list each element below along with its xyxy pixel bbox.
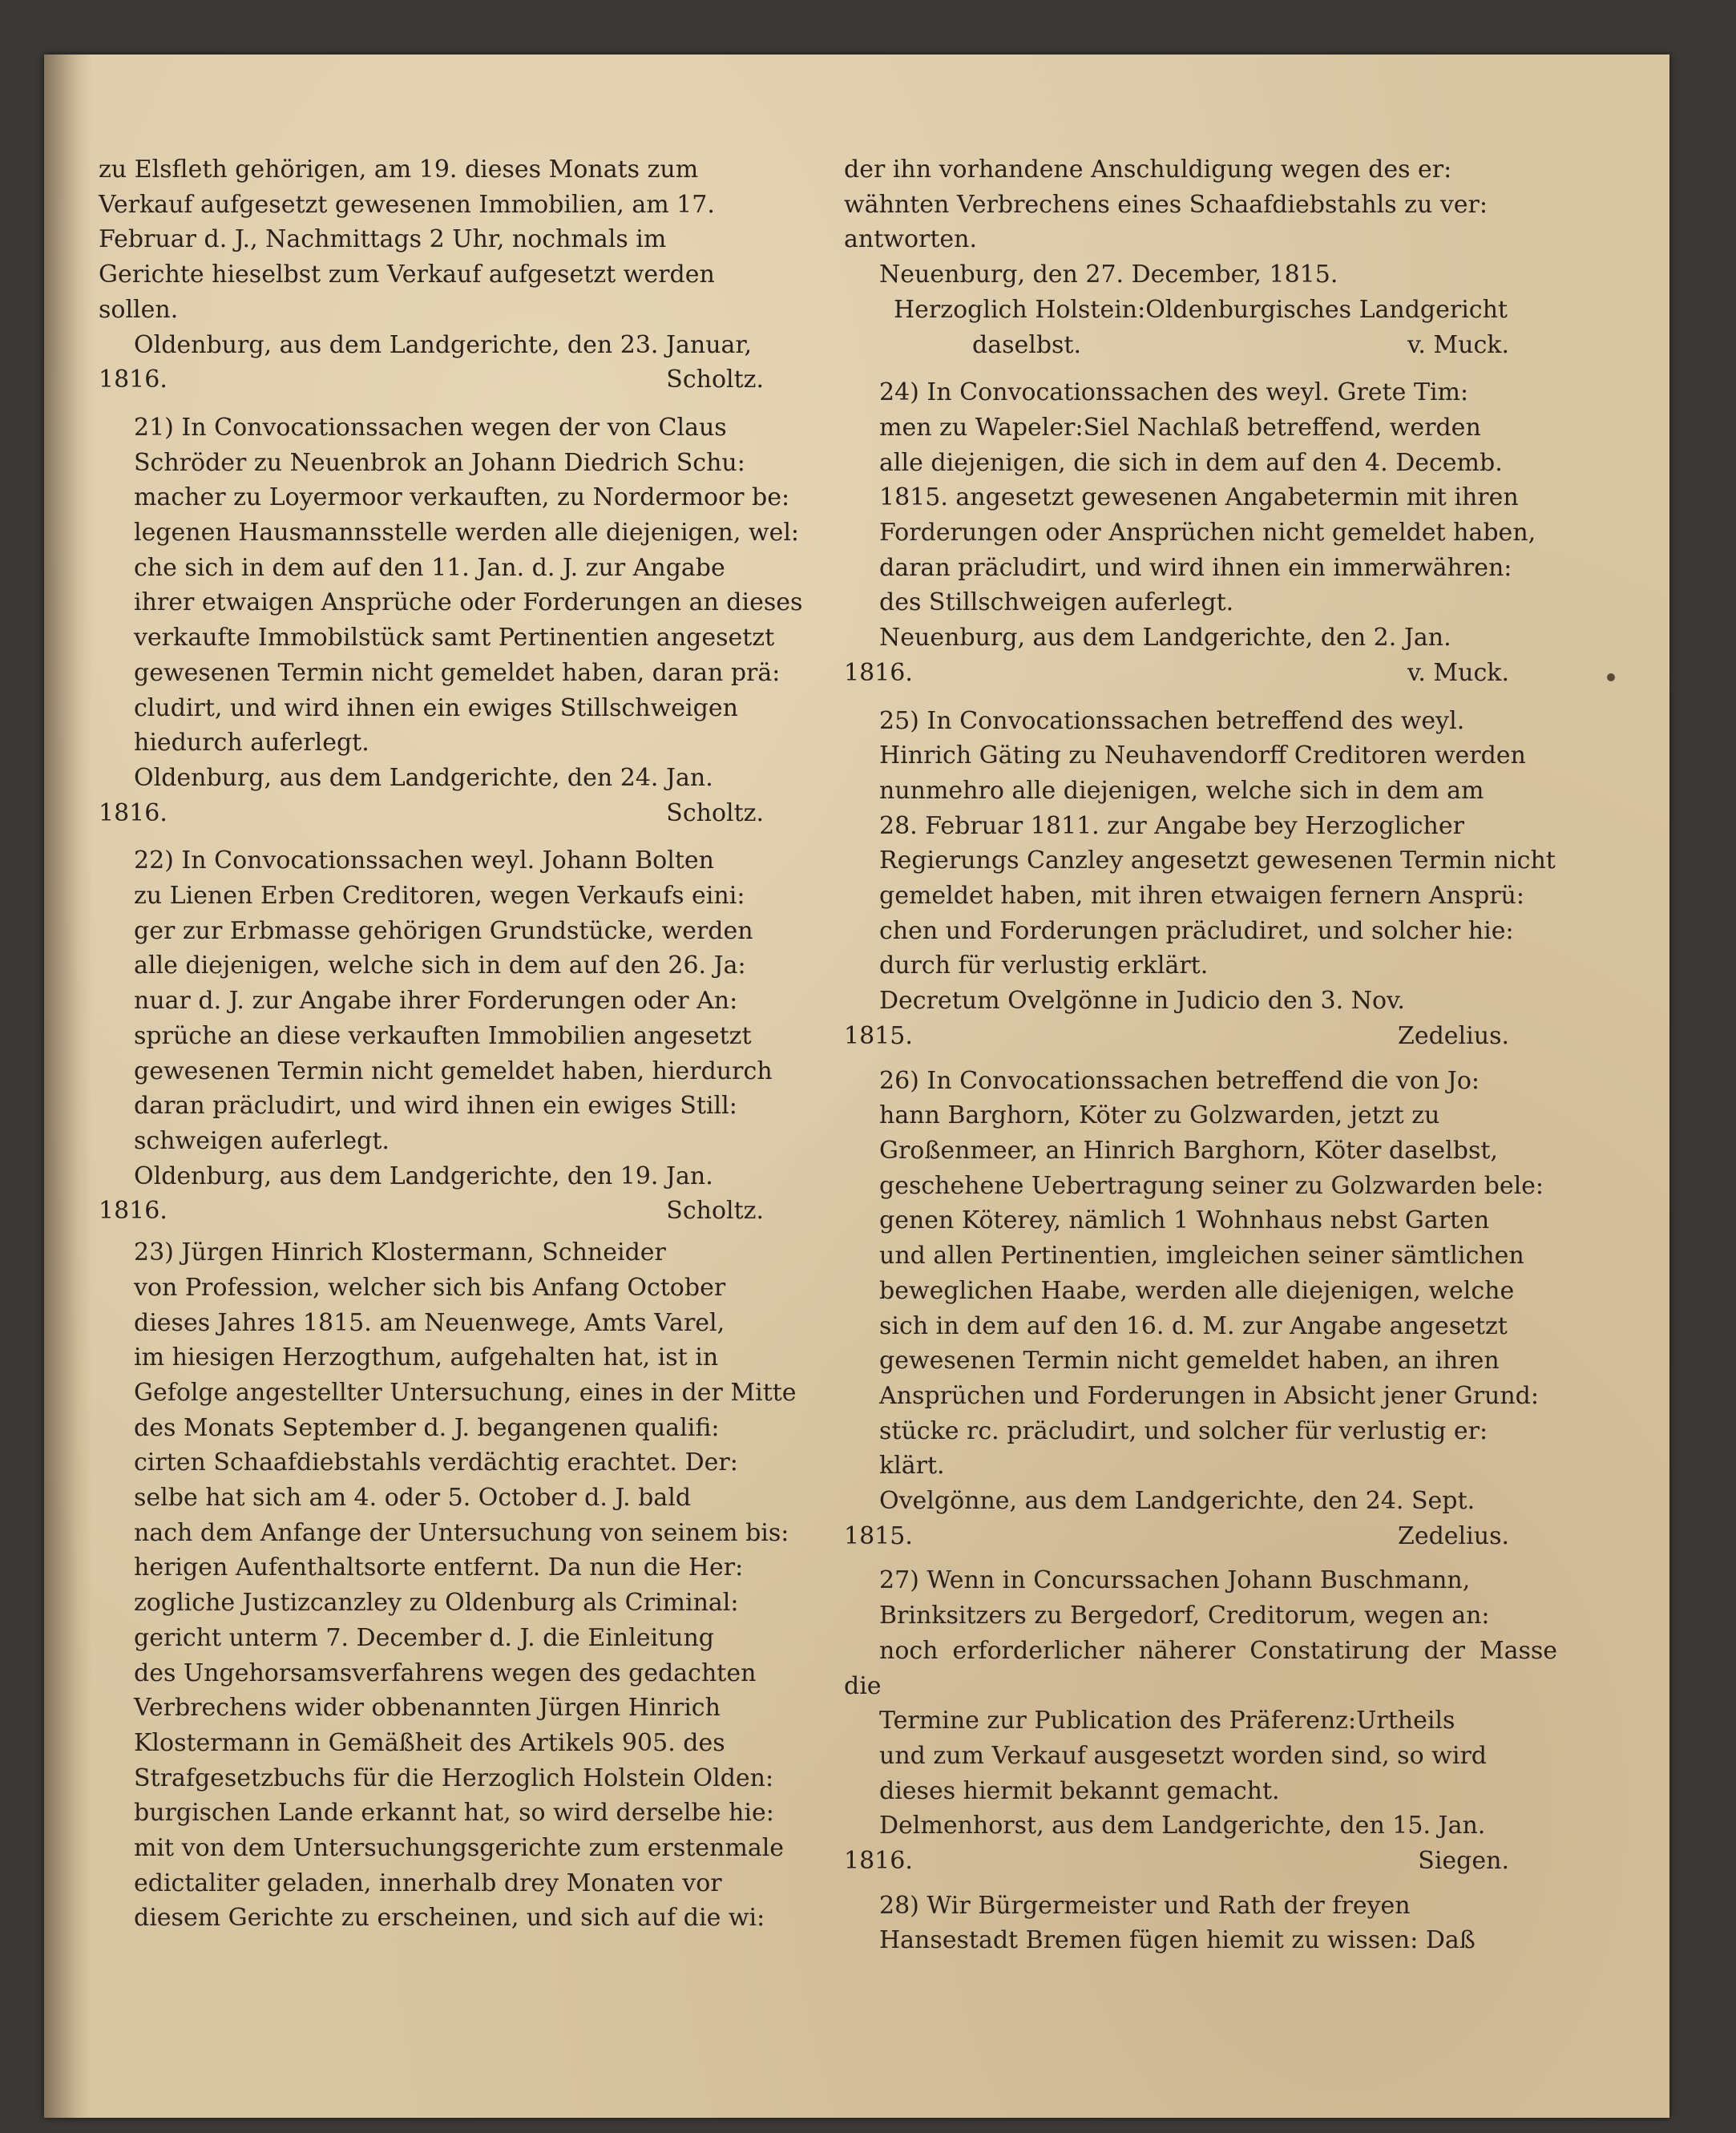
text-line: und zum Verkauf ausgesetzt worden sind, so wird xyxy=(879,1741,1487,1770)
text-line: daran präcludirt, und wird ihnen ein ewiges Still: xyxy=(134,1092,737,1121)
text-line: klärt. xyxy=(879,1452,945,1481)
text-line: selbe hat sich am 4. oder 5. October d. J. bald xyxy=(134,1484,692,1513)
text-line: edictaliter geladen, innerhalb drey Monaten vor xyxy=(134,1868,722,1897)
text-line: sollen. xyxy=(99,295,179,324)
notice-20-place-date: Oldenburg, aus dem Landgerichte, den 23. Januar, xyxy=(134,330,753,359)
text-line: dieses Jahres 1815. am Neuenwege, Amts Varel, xyxy=(134,1308,725,1337)
text-line: herigen Aufenthaltsorte entfernt. Da nun die Her: xyxy=(134,1553,744,1582)
notice-24-year: 1816. xyxy=(844,658,913,687)
notice-24 xyxy=(844,375,1557,620)
notice-24-signature-row xyxy=(844,656,1557,691)
text-line: 23) Jürgen Hinrich Klostermann, Schneider xyxy=(134,1238,666,1267)
notice-28 xyxy=(844,1889,1557,1958)
notice-25 xyxy=(844,704,1557,984)
notice-22-signature-row xyxy=(99,1194,812,1229)
text-line: stücke rc. präcludirt, und solcher für verlustig er: xyxy=(879,1416,1488,1445)
text-line: Gerichte hieselbst zum Verkauf aufgesetzt werden xyxy=(99,261,715,289)
text-line: Verkauf aufgesetzt gewesenen Immobilien, am 17. xyxy=(99,190,715,219)
text-line: 22) In Convocationssachen weyl. Johann Bolten xyxy=(134,846,714,875)
text-line: des Ungehorsamsverfahrens wegen des gedachten xyxy=(134,1658,757,1687)
text-line: sich in dem auf den 16. d. M. zur Angabe angesetzt xyxy=(879,1311,1508,1340)
text-line: 28) Wir Bürgermeister und Rath der freyen xyxy=(879,1891,1411,1920)
text-line: men zu Wapeler:Siel Nachlaß betreffend, werden xyxy=(879,413,1481,442)
notice-27-signature-row xyxy=(844,1844,1557,1879)
text-line: sprüche an diese verkauften Immobilien angesetzt xyxy=(134,1021,752,1050)
text-line: Regierungs Canzley angesetzt gewesenen Termin nicht xyxy=(879,846,1556,875)
notice-25-signature: Zedelius. xyxy=(1398,1021,1509,1050)
text-line: zu Elsfleth gehörigen, am 19. dieses Monats zum xyxy=(99,156,699,184)
text-line: hann Barghorn, Köter zu Golzwarden, jetzt zu xyxy=(879,1101,1440,1130)
text-line: des Stillschweigen auferlegt. xyxy=(879,588,1234,617)
page-binding-shadow xyxy=(44,55,92,2118)
text-line: gewesenen Termin nicht gemeldet haben, daran prä: xyxy=(134,658,781,687)
text-line: von Profession, welcher sich bis Anfang October xyxy=(134,1273,726,1302)
notice-26-place-date: Ovelgönne, aus dem Landgerichte, den 24. Sept. xyxy=(879,1487,1476,1516)
text-line: antworten. xyxy=(844,225,978,254)
text-line: gemeldet haben, mit ihren etwaigen fernern Ansprü: xyxy=(879,882,1524,911)
text-line: Brinksitzers zu Bergedorf, Creditorum, wegen an: xyxy=(879,1602,1490,1630)
notice-21-year: 1816. xyxy=(99,798,168,827)
ink-spot xyxy=(1607,673,1615,681)
text-line: diesem Gerichte zu erscheinen, und sich auf die wi: xyxy=(134,1904,765,1933)
notice-22-place-date: Oldenburg, aus dem Landgerichte, den 19. Jan. xyxy=(134,1161,713,1190)
notice-25-place-date: Decretum Ovelgönne in Judicio den 3. Nov. xyxy=(879,987,1405,1016)
text-line: 1815. angesetzt gewesenen Angabetermin mit ihren xyxy=(879,483,1519,512)
right-column xyxy=(844,152,1557,1958)
notice-27-year: 1816. xyxy=(844,1847,913,1876)
notice-22 xyxy=(99,843,812,1158)
notice-21-signature-row xyxy=(99,796,812,831)
text-line: gericht unterm 7. December d. J. die Einleitung xyxy=(134,1623,714,1652)
text-line: 25) In Convocationssachen betreffend des weyl. xyxy=(879,706,1465,735)
notice-25-signature-row xyxy=(844,1019,1557,1054)
text-line: ger zur Erbmasse gehörigen Grundstücke, werden xyxy=(134,916,753,945)
text-line: legenen Hausmannsstelle werden alle diejenigen, wel: xyxy=(134,519,800,547)
text-line: 26) In Convocationssachen betreffend die von Jo: xyxy=(879,1066,1480,1095)
text-line: Forderungen oder Ansprüchen nicht gemeldet haben, xyxy=(879,519,1536,547)
text-line: chen und Forderungen präcludiret, und solcher hie: xyxy=(879,916,1514,945)
text-line: mit von dem Untersuchungsgerichte zum erstenmale xyxy=(134,1834,785,1863)
text-line: Ansprüchen und Forderungen in Absicht jener Grund: xyxy=(879,1381,1539,1410)
text-line: Gefolge angestellter Untersuchung, eines in der Mitte xyxy=(134,1378,797,1407)
notice-20-continued xyxy=(99,152,812,328)
text-line: alle diejenigen, welche sich in dem auf den 26. Ja: xyxy=(134,951,746,980)
text-line: hiedurch auferlegt. xyxy=(134,729,369,757)
notice-23-court-place: daselbst. xyxy=(972,330,1082,359)
text-line: alle diejenigen, die sich in dem auf den 4. Decemb. xyxy=(879,448,1503,477)
text-line: Klostermann in Gemäßheit des Artikels 905. des xyxy=(134,1728,725,1757)
text-line: 28. Februar 1811. zur Angabe bey Herzoglicher xyxy=(879,811,1464,840)
text-line: der ihn vorhandene Anschuldigung wegen des er: xyxy=(844,156,1452,184)
newspaper-page xyxy=(44,55,1669,2118)
notice-25-year: 1815. xyxy=(844,1021,913,1050)
text-line: Hansestadt Bremen fügen hiemit zu wissen: Daß xyxy=(879,1926,1476,1955)
notice-26-year: 1815. xyxy=(844,1521,913,1550)
text-line: verkaufte Immobilstück samt Pertinentien angesetzt xyxy=(134,624,775,652)
notice-27-signature: Siegen. xyxy=(1418,1847,1509,1876)
text-line: nach dem Anfange der Untersuchung von seinem bis: xyxy=(134,1518,789,1547)
text-line: Hinrich Gäting zu Neuhavendorff Creditoren werden xyxy=(879,741,1526,770)
text-line: daran präcludirt, und wird ihnen ein immerwähren: xyxy=(879,553,1512,582)
notice-26 xyxy=(844,1064,1557,1484)
text-line: Februar d. J., Nachmittags 2 Uhr, nochmals im xyxy=(99,225,667,254)
notice-26-signature: Zedelius. xyxy=(1398,1521,1509,1550)
text-line: zogliche Justizcanzley zu Oldenburg als Criminal: xyxy=(134,1589,739,1618)
text-line: cludirt, und wird ihnen ein ewiges Stillschweigen xyxy=(134,693,738,722)
text-line: zu Lienen Erben Creditoren, wegen Verkaufs eini: xyxy=(134,882,745,911)
text-line: noch erforderlicher näherer Constatirung der Masse die xyxy=(844,1636,1557,1700)
notice-27 xyxy=(844,1563,1557,1808)
text-line: 24) In Convocationssachen des weyl. Grete Tim: xyxy=(879,378,1469,407)
notice-27-place-date: Delmenhorst, aus dem Landgerichte, den 15. Jan. xyxy=(879,1812,1486,1840)
notice-24-signature: v. Muck. xyxy=(1407,658,1509,687)
text-line: cirten Schaafdiebstahls verdächtig erachtet. Der: xyxy=(134,1448,738,1477)
text-line: 27) Wenn in Concurssachen Johann Buschmann, xyxy=(879,1566,1471,1595)
text-line: geschehene Uebertragung seiner zu Golzwarden bele: xyxy=(879,1171,1544,1200)
notice-26-signature-row xyxy=(844,1519,1557,1554)
notice-23-signature-row xyxy=(844,328,1557,363)
notice-23-place-date: Neuenburg, den 27. December, 1815. xyxy=(879,261,1338,289)
text-line: gewesenen Termin nicht gemeldet haben, hierdurch xyxy=(134,1056,773,1085)
text-line: Großenmeer, an Hinrich Barghorn, Köter daselbst, xyxy=(879,1136,1498,1165)
notice-23 xyxy=(99,1235,812,1936)
left-column xyxy=(99,152,812,1936)
text-line: des Monats September d. J. begangenen qualifi: xyxy=(134,1413,720,1442)
text-line: schweigen auferlegt. xyxy=(134,1126,390,1155)
text-line: che sich in dem auf den 11. Jan. d. J. zur Angabe xyxy=(134,553,725,582)
notice-21-place-date: Oldenburg, aus dem Landgerichte, den 24. Jan. xyxy=(134,763,713,792)
text-line: wähnten Verbrechens eines Schaafdiebstahls zu ver: xyxy=(844,190,1488,219)
text-line: genen Köterey, nämlich 1 Wohnhaus nebst Garten xyxy=(879,1206,1490,1235)
notice-20-year: 1816. xyxy=(99,366,168,394)
text-line: 21) In Convocationssachen wegen der von Claus xyxy=(134,413,727,442)
notice-20-signature: Scholtz. xyxy=(666,366,764,394)
text-line: macher zu Loyermoor verkauften, zu Nordermoor be: xyxy=(134,483,790,512)
notice-21 xyxy=(99,410,812,761)
notice-20-signature-row xyxy=(99,362,812,398)
text-line: durch für verlustig erklärt. xyxy=(879,951,1209,980)
notice-22-signature: Scholtz. xyxy=(666,1197,764,1226)
text-line: Verbrechens wider obbenannten Jürgen Hinrich xyxy=(134,1694,721,1723)
notice-23-continued xyxy=(844,152,1557,257)
notice-24-place-date: Neuenburg, aus dem Landgerichte, den 2. Jan. xyxy=(879,624,1451,652)
text-line: und allen Pertinentien, imgleichen seiner sämtlichen xyxy=(879,1242,1524,1271)
text-line: nuar d. J. zur Angabe ihrer Forderungen oder An: xyxy=(134,987,738,1016)
text-line: nunmehro alle diejenigen, welche sich in dem am xyxy=(879,776,1484,805)
text-line: burgischen Lande erkannt hat, so wird derselbe hie: xyxy=(134,1799,774,1828)
text-line: gewesenen Termin nicht gemeldet haben, an ihren xyxy=(879,1347,1500,1376)
text-line: Schröder zu Neuenbrok an Johann Diedrich Schu: xyxy=(134,448,745,477)
notice-22-year: 1816. xyxy=(99,1197,168,1226)
text-line: im hiesigen Herzogthum, aufgehalten hat, ist in xyxy=(134,1343,719,1372)
notice-23-signature: v. Muck. xyxy=(1407,330,1509,359)
text-line: Termine zur Publication des Präferenz:Urtheils xyxy=(879,1707,1455,1735)
text-line: Strafgesetzbuchs für die Herzoglich Holstein Olden: xyxy=(134,1763,774,1792)
text-line: ihrer etwaigen Ansprüche oder Forderungen an dieses xyxy=(134,588,803,617)
text-line: dieses hiermit bekannt gemacht. xyxy=(879,1776,1280,1805)
notice-21-signature: Scholtz. xyxy=(666,798,764,827)
text-line: beweglichen Haabe, werden alle diejenigen, welche xyxy=(879,1276,1515,1305)
notice-23-court: Herzoglich Holstein:Oldenburgisches Landgericht xyxy=(894,295,1508,324)
